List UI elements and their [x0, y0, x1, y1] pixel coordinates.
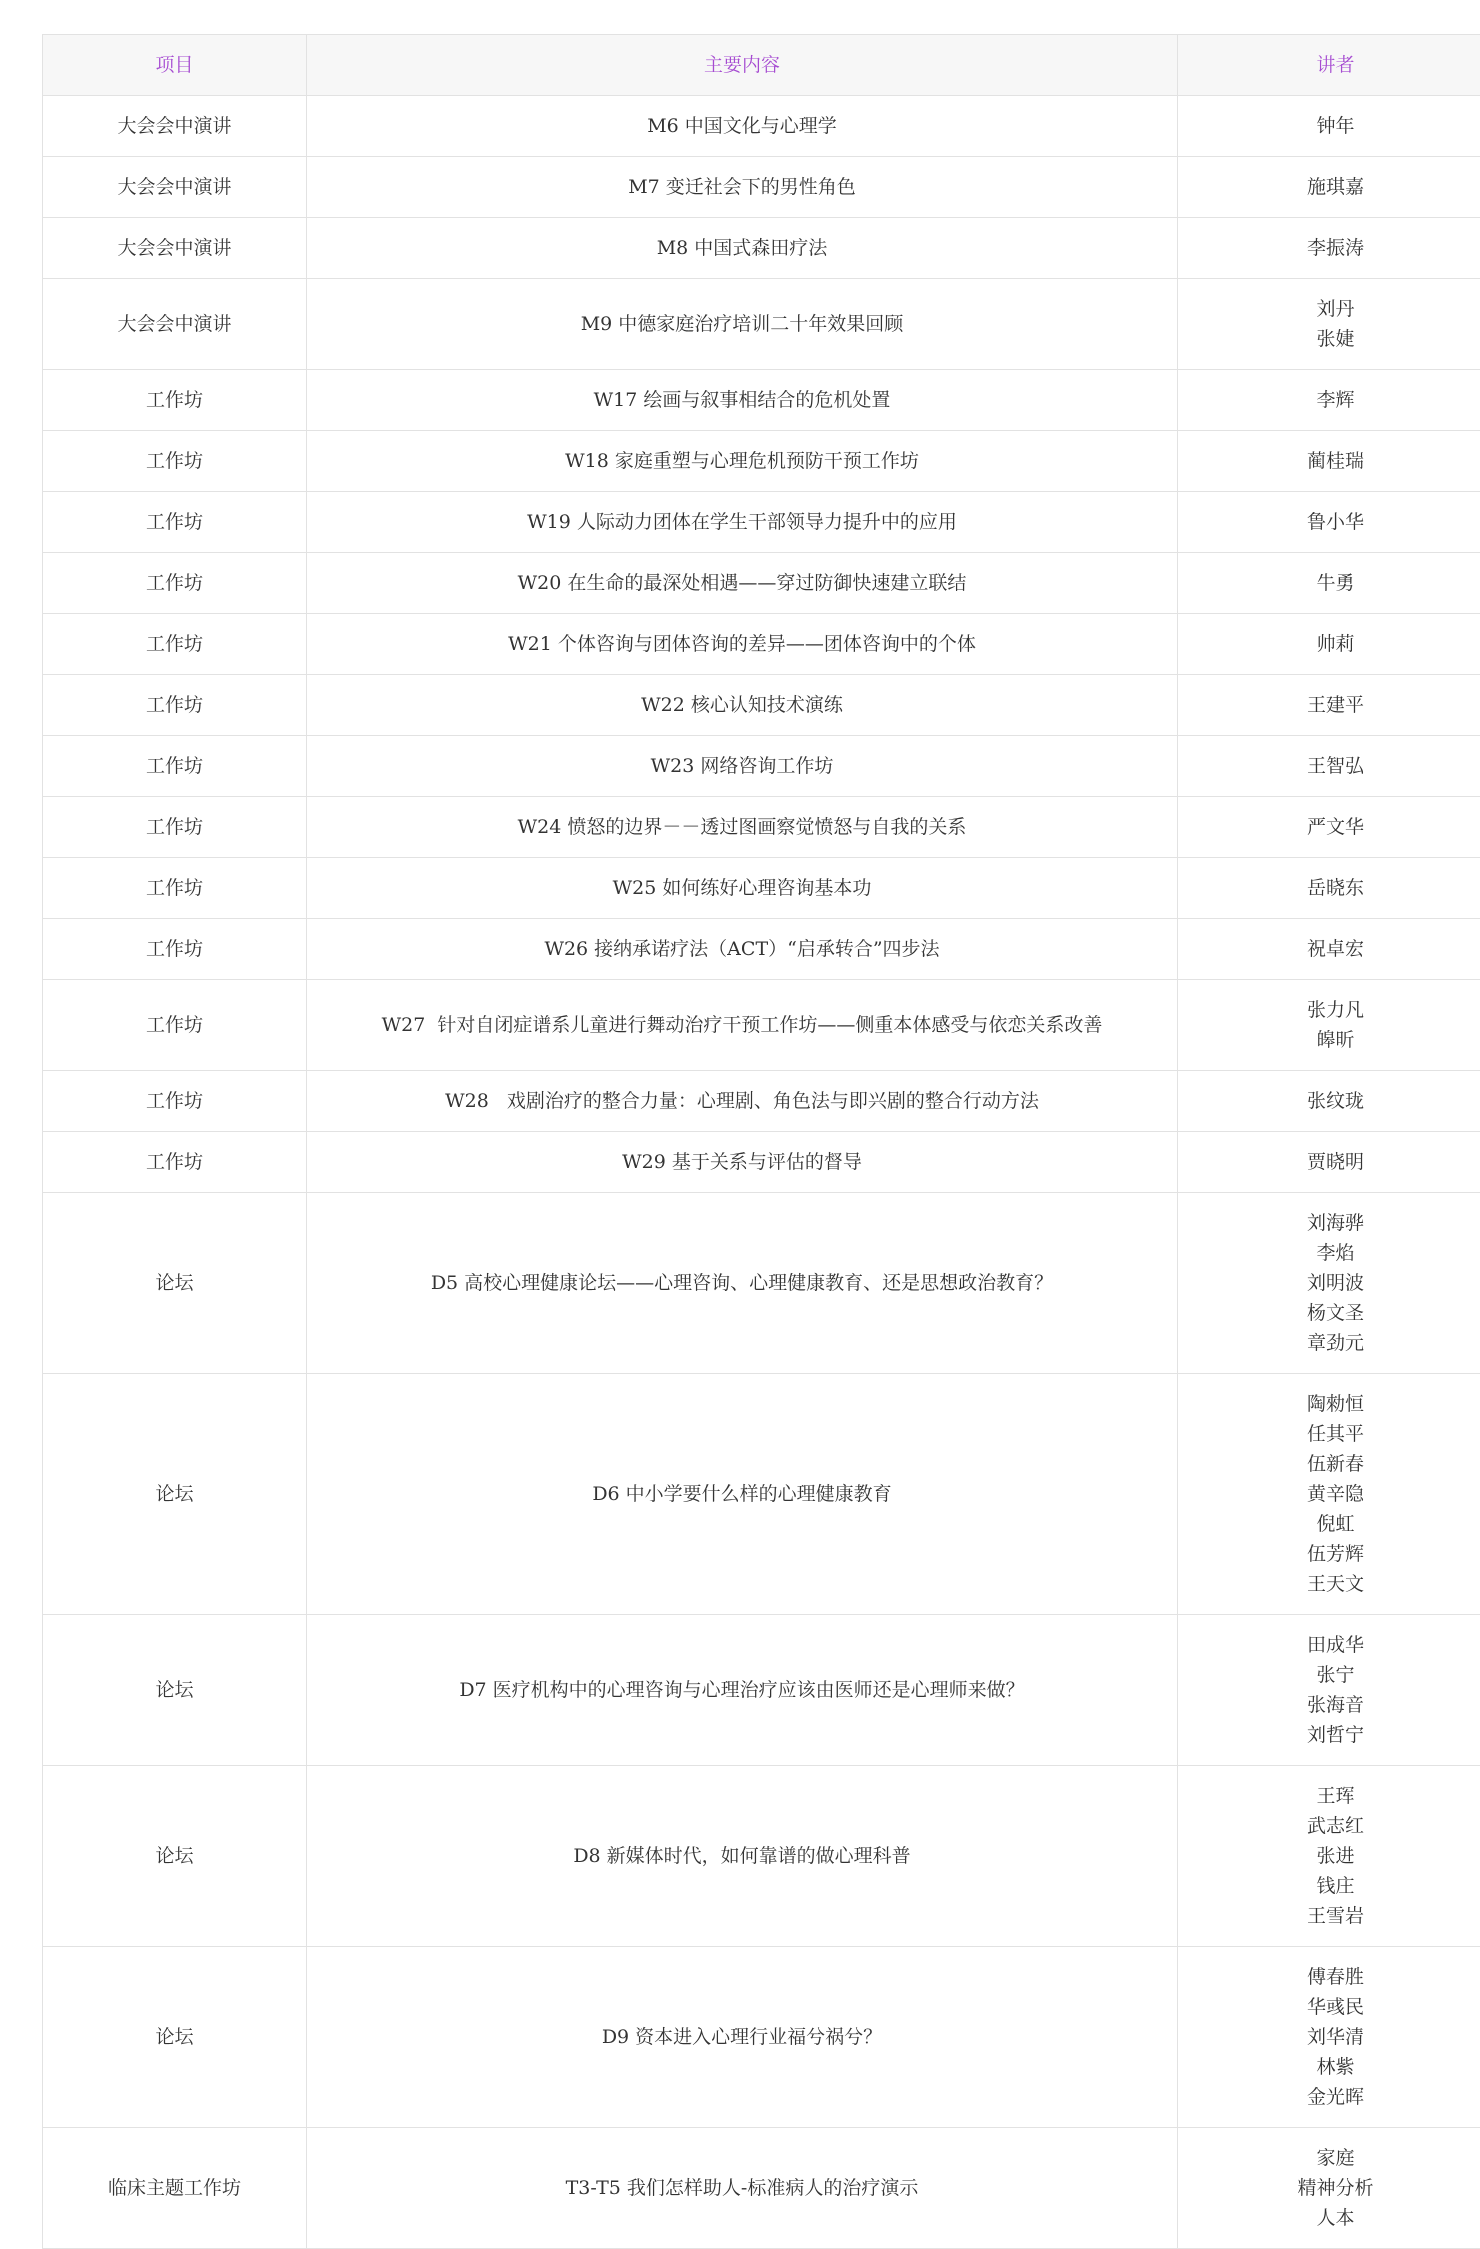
cell-speakers — [1178, 1132, 1480, 1193]
cell-type: 工作坊 — [43, 431, 307, 492]
speaker-name: 王珲 — [1186, 1781, 1480, 1811]
cell-speakers — [1178, 157, 1480, 218]
table-row — [43, 218, 1480, 279]
cell-speakers — [1178, 553, 1480, 614]
cell-speakers — [1178, 2128, 1480, 2249]
speaker-name: 岳晓东 — [1186, 873, 1480, 903]
cell-topic: T3-T5 我们怎样助人-标准病人的治疗演示 — [307, 2128, 1178, 2249]
speaker-name: 钟年 — [1186, 111, 1480, 141]
cell-speakers — [1178, 736, 1480, 797]
speaker-name: 严文华 — [1186, 812, 1480, 842]
speaker-name: 精神分析 — [1186, 2173, 1480, 2203]
cell-type: 工作坊 — [43, 492, 307, 553]
cell-type: 论坛 — [43, 1947, 307, 2128]
cell-type: 大会会中演讲 — [43, 157, 307, 218]
cell-topic: M6 中国文化与心理学 — [307, 96, 1178, 157]
speaker-name: 李辉 — [1186, 385, 1480, 415]
table-row — [43, 279, 1480, 370]
table-row — [43, 736, 1480, 797]
speaker-name: 贾晓明 — [1186, 1147, 1480, 1177]
speaker-name: 王天文 — [1186, 1569, 1480, 1599]
cell-speakers — [1178, 1766, 1480, 1947]
cell-type: 工作坊 — [43, 370, 307, 431]
cell-type: 论坛 — [43, 1766, 307, 1947]
table-body — [43, 96, 1480, 2249]
speaker-name: 陶勑恒 — [1186, 1389, 1480, 1419]
table-row — [43, 492, 1480, 553]
cell-topic: W19 人际动力团体在学生干部领导力提升中的应用 — [307, 492, 1178, 553]
cell-topic: D9 资本进入心理行业福兮祸兮？ — [307, 1947, 1178, 2128]
cell-topic: W25 如何练好心理咨询基本功 — [307, 858, 1178, 919]
table-row — [43, 553, 1480, 614]
cell-topic: D7 医疗机构中的心理咨询与心理治疗应该由医师还是心理师来做？ — [307, 1615, 1178, 1766]
cell-speakers — [1178, 1374, 1480, 1615]
header-type: 项目 — [43, 35, 307, 96]
cell-speakers — [1178, 858, 1480, 919]
cell-topic: D5 高校心理健康论坛——心理咨询、心理健康教育、还是思想政治教育？ — [307, 1193, 1178, 1374]
speaker-name: 王智弘 — [1186, 751, 1480, 781]
cell-type: 大会会中演讲 — [43, 279, 307, 370]
cell-speakers — [1178, 1193, 1480, 1374]
cell-type: 大会会中演讲 — [43, 218, 307, 279]
cell-type: 工作坊 — [43, 797, 307, 858]
cell-type: 论坛 — [43, 1374, 307, 1615]
speaker-name: 刘丹 — [1186, 294, 1480, 324]
speaker-name: 家庭 — [1186, 2143, 1480, 2173]
speaker-name: 蔺桂瑞 — [1186, 446, 1480, 476]
header-speaker: 讲者 — [1178, 35, 1480, 96]
cell-type: 论坛 — [43, 1193, 307, 1374]
cell-topic: W27 针对自闭症谱系儿童进行舞动治疗干预工作坊——侧重本体感受与依恋关系改善 — [307, 980, 1178, 1071]
cell-speakers — [1178, 797, 1480, 858]
speaker-name: 章劲元 — [1186, 1328, 1480, 1358]
speaker-name: 黄辛隐 — [1186, 1479, 1480, 1509]
speaker-name: 伍新春 — [1186, 1449, 1480, 1479]
cell-speakers — [1178, 431, 1480, 492]
speaker-name: 张海音 — [1186, 1690, 1480, 1720]
table-row — [43, 1947, 1480, 2128]
cell-topic: W20 在生命的最深处相遇——穿过防御快速建立联结 — [307, 553, 1178, 614]
table-row — [43, 370, 1480, 431]
speaker-name: 李振涛 — [1186, 233, 1480, 263]
cell-speakers — [1178, 279, 1480, 370]
cell-speakers — [1178, 1615, 1480, 1766]
table-row — [43, 858, 1480, 919]
cell-topic: W21 个体咨询与团体咨询的差异——团体咨询中的个体 — [307, 614, 1178, 675]
speaker-name: 任其平 — [1186, 1419, 1480, 1449]
speaker-name: 刘海骅 — [1186, 1208, 1480, 1238]
cell-topic: D6 中小学要什么样的心理健康教育 — [307, 1374, 1178, 1615]
cell-topic: W22 核心认知技术演练 — [307, 675, 1178, 736]
table-row — [43, 1071, 1480, 1132]
schedule-table — [42, 34, 1480, 2249]
speaker-name: 张宁 — [1186, 1660, 1480, 1690]
table-row — [43, 675, 1480, 736]
cell-type: 工作坊 — [43, 553, 307, 614]
cell-type: 工作坊 — [43, 1132, 307, 1193]
cell-speakers — [1178, 218, 1480, 279]
table-row — [43, 1615, 1480, 1766]
cell-speakers — [1178, 980, 1480, 1071]
cell-type: 大会会中演讲 — [43, 96, 307, 157]
cell-type: 工作坊 — [43, 858, 307, 919]
cell-type: 工作坊 — [43, 980, 307, 1071]
cell-topic: D8 新媒体时代，如何靠谱的做心理科普 — [307, 1766, 1178, 1947]
table-row — [43, 96, 1480, 157]
cell-speakers — [1178, 1947, 1480, 2128]
cell-speakers — [1178, 96, 1480, 157]
table-row — [43, 1193, 1480, 1374]
table-row — [43, 1132, 1480, 1193]
speaker-name: 刘明波 — [1186, 1268, 1480, 1298]
speaker-name: 张力凡 — [1186, 995, 1480, 1025]
speaker-name: 刘华清 — [1186, 2022, 1480, 2052]
cell-topic: M9 中德家庭治疗培训二十年效果回顾 — [307, 279, 1178, 370]
cell-topic: M7 变迁社会下的男性角色 — [307, 157, 1178, 218]
speaker-name: 王建平 — [1186, 690, 1480, 720]
table-row — [43, 1374, 1480, 1615]
speaker-name: 田成华 — [1186, 1630, 1480, 1660]
cell-topic: W29 基于关系与评估的督导 — [307, 1132, 1178, 1193]
speaker-name: 林紫 — [1186, 2052, 1480, 2082]
cell-type: 临床主题工作坊 — [43, 2128, 307, 2249]
cell-type: 工作坊 — [43, 614, 307, 675]
cell-speakers — [1178, 614, 1480, 675]
speaker-name: 张进 — [1186, 1841, 1480, 1871]
cell-topic: W28 戏剧治疗的整合力量：心理剧、角色法与即兴剧的整合行动方法 — [307, 1071, 1178, 1132]
table-row — [43, 919, 1480, 980]
cell-type: 工作坊 — [43, 1071, 307, 1132]
table-row — [43, 157, 1480, 218]
speaker-name: 祝卓宏 — [1186, 934, 1480, 964]
speaker-name: 刘哲宁 — [1186, 1720, 1480, 1750]
table-row — [43, 797, 1480, 858]
cell-speakers — [1178, 675, 1480, 736]
speaker-name: 傅春胜 — [1186, 1962, 1480, 1992]
speaker-name: 倪虹 — [1186, 1509, 1480, 1539]
speaker-name: 鲁小华 — [1186, 507, 1480, 537]
cell-topic: W17 绘画与叙事相结合的危机处置 — [307, 370, 1178, 431]
speaker-name: 杨文圣 — [1186, 1298, 1480, 1328]
speaker-name: 李焰 — [1186, 1238, 1480, 1268]
speaker-name: 张纹珑 — [1186, 1086, 1480, 1116]
speaker-name: 牛勇 — [1186, 568, 1480, 598]
table-row — [43, 980, 1480, 1071]
header-topic: 主要内容 — [307, 35, 1178, 96]
table-row — [43, 431, 1480, 492]
cell-topic: W24 愤怒的边界－－透过图画察觉愤怒与自我的关系 — [307, 797, 1178, 858]
cell-speakers — [1178, 1071, 1480, 1132]
cell-topic: W23 网络咨询工作坊 — [307, 736, 1178, 797]
table-row — [43, 1766, 1480, 1947]
speaker-name: 施琪嘉 — [1186, 172, 1480, 202]
speaker-name: 皞昕 — [1186, 1025, 1480, 1055]
speaker-name: 张婕 — [1186, 324, 1480, 354]
speaker-name: 王雪岩 — [1186, 1901, 1480, 1931]
cell-speakers — [1178, 492, 1480, 553]
speaker-name: 钱庄 — [1186, 1871, 1480, 1901]
cell-topic: M8 中国式森田疗法 — [307, 218, 1178, 279]
cell-topic: W18 家庭重塑与心理危机预防干预工作坊 — [307, 431, 1178, 492]
speaker-name: 伍芳辉 — [1186, 1539, 1480, 1569]
cell-type: 工作坊 — [43, 919, 307, 980]
speaker-name: 帅莉 — [1186, 629, 1480, 659]
cell-type: 工作坊 — [43, 675, 307, 736]
header-row — [43, 35, 1480, 96]
speaker-name: 华彧民 — [1186, 1992, 1480, 2022]
cell-type: 工作坊 — [43, 736, 307, 797]
cell-speakers — [1178, 370, 1480, 431]
cell-type: 论坛 — [43, 1615, 307, 1766]
speaker-name: 金光晖 — [1186, 2082, 1480, 2112]
cell-topic: W26 接纳承诺疗法（ACT）“启承转合”四步法 — [307, 919, 1178, 980]
speaker-name: 武志红 — [1186, 1811, 1480, 1841]
table-row — [43, 2128, 1480, 2249]
speaker-name: 人本 — [1186, 2203, 1480, 2233]
cell-speakers — [1178, 919, 1480, 980]
table-row — [43, 614, 1480, 675]
